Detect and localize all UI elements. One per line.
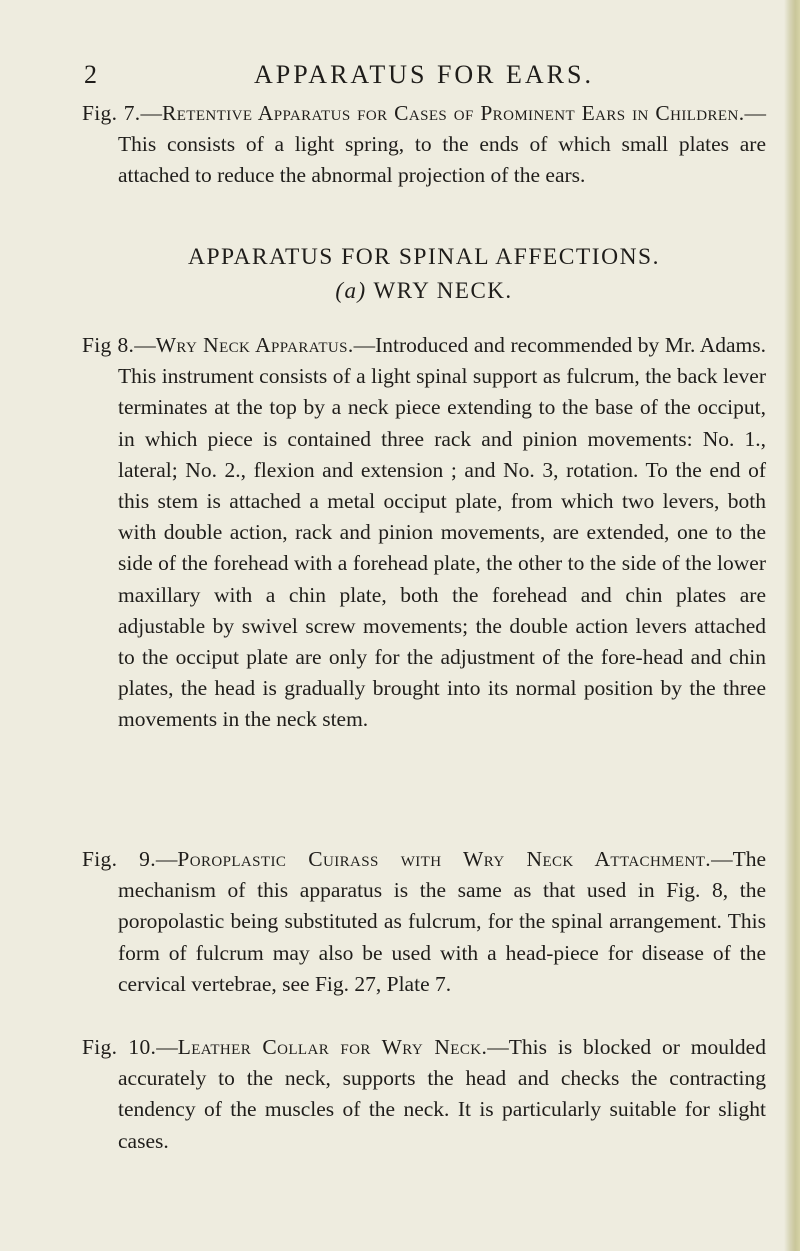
page-edge xyxy=(784,0,800,1251)
figure-label: Fig. 7. xyxy=(82,101,141,125)
figure-title: Retentive Apparatus for Cases of Prominent Ears in Children. xyxy=(161,101,745,125)
subsection-label: (a) xyxy=(335,278,367,303)
figure-label: Fig. 10. xyxy=(82,1035,157,1059)
figure-entry-8: Fig 8.—Wry Neck Apparatus.—Introduced and recommended by Mr. Adams. This instrument consists of a light spinal support as fulcrum, the back lever terminates at the top by a neck piece extending to the base of the occiput, in which piece is contained three rack and pinion movements: No. 1., lateral; No. 2., flexion and extension ; and No. 3, rotation. To the end of this stem is attached a metal occiput plate, from which two levers, both with double action, rack and pinion movements, are extended, one to the side of the forehead with a forehead plate, the other to the side of the lower maxillary with a chin plate, both the forehead and chin plates are adjustable by swivel screw movements; the double action levers attached to the occiput plate are only for the adjustment of the fore-head and chin plates, the head is gradually brought into its normal position by the three movements in the neck stem. xyxy=(82,333,767,732)
figure-description: The mechanism of this apparatus is the same as that used in Fig. 8, the poropolastic being substituted as fulcrum, for the spinal arrangement. This form of fulcrum may also be used with a head-piece for disease of the cervical vertebrae, see Fig. 27, Plate 7. xyxy=(118,847,766,996)
figure-title: Wry Neck Apparatus. xyxy=(155,333,354,357)
figure-label: Fig 8. xyxy=(82,333,135,357)
figure-title: Poroplastic Cuirass with Wry Neck Attachment. xyxy=(177,847,712,871)
subsection-heading xyxy=(82,278,766,304)
figure-description: Introduced and recommended by Mr. Adams. This instrument consists of a light spinal support as fulcrum, the back lever terminates at the top by a neck piece extending to the base of the occiput, in which piece is contained three rack and pinion movements: No. 1., lateral; No. 2., flexion and extension ; and No. 3, rotation. To the end of this stem is attached a metal occiput plate, from which two levers, both with double action, rack and pinion movements, are extended, one to the side of the forehead with a forehead plate, the other to the side of the lower maxillary with a chin plate, both the forehead and chin plates are adjustable by swivel screw movements; the double action levers attached to the occiput plate are only for the adjustment of the fore-head and chin plates, the head is gradually brought into its normal position by the three movements in the neck stem. xyxy=(118,333,767,732)
section-heading: APPARATUS FOR SPINAL AFFECTIONS. xyxy=(188,244,660,270)
figure-description: This is blocked or moulded accurately to the neck, supports the head and checks the contracting tendency of the muscles of the neck. It is particularly suitable for slight cases. xyxy=(118,1035,766,1153)
figure-entry-7: Fig. 7.—Retentive Apparatus for Cases of Prominent Ears in Children.—This consists of a light spring, to the ends of which small plates are attached to reduce the abnormal projection of the ears. xyxy=(82,101,767,188)
figure-label: Fig. 9. xyxy=(82,847,156,871)
page-number: 2 xyxy=(84,60,98,89)
figure-entry-9: Fig. 9.—Poroplastic Cuirass with Wry Neck Attachment.—The mechanism of this apparatus is the same as that used in Fig. 8, the poropolastic being substituted as fulcrum, for the spinal arrangement. This form of fulcrum may also be used with a head-piece for disease of the cervical vertebrae, see Fig. 27, Plate 7. xyxy=(82,847,766,996)
figure-entry-10: Fig. 10.—Leather Collar for Wry Neck.—This is blocked or moulded accurately to the neck, supports the head and checks the contracting tendency of the muscles of the neck. It is particularly suitable for slight cases. xyxy=(82,1035,766,1153)
figure-title: Leather Collar for Wry Neck. xyxy=(177,1035,488,1059)
figure-description: This consists of a light spring, to the ends of which small plates are attached to reduce the abnormal projection of the ears. xyxy=(118,132,766,188)
page-header xyxy=(84,60,764,94)
running-title: APPARATUS FOR EARS. xyxy=(254,60,594,89)
subsection-title: WRY NECK. xyxy=(373,278,513,303)
